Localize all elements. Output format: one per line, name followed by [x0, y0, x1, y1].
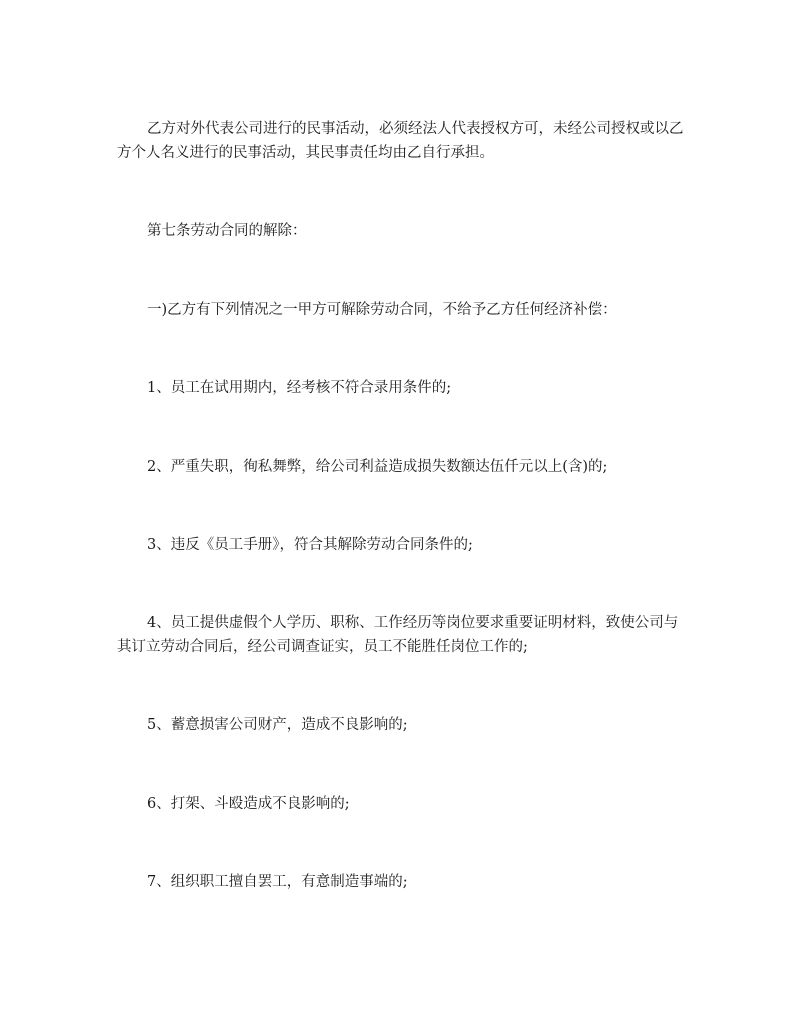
article-seven-heading: 第七条劳动合同的解除： — [147, 223, 307, 239]
list-item-7: 7、组织职工擅自罢工，有意制造事端的; — [147, 874, 408, 890]
list-item-2: 2、严重失职，徇私舞弊，给公司利益造成损失数额达伍仟元以上(含)的; — [147, 459, 608, 475]
list-item-3: 3、违反《员工手册》，符合其解除劳动合同条件的; — [147, 537, 473, 553]
list-item-1: 1、员工在试用期内，经考核不符合录用条件的; — [147, 380, 452, 396]
list-item-6: 6、打架、斗殴造成不良影响的; — [147, 796, 350, 812]
list-item-5: 5、蓄意损害公司财产，造成不良影响的; — [147, 717, 408, 733]
paragraph-authorization: 乙方对外代表公司进行的民事活动，必须经法人代表授权方可，未经公司授权或以乙方个人名义进行的民事活动，其民事责任均由乙自行承担。 — [117, 121, 684, 161]
list-item-4: 4、员工提供虚假个人学历、职称、工作经历等岗位要求重要证明材料，致使公司与其订立劳动合同后，经公司调查证实，员工不能胜任岗位工作的; — [117, 615, 679, 655]
paragraph-termination-conditions: 一)乙方有下列情况之一甲方可解除劳动合同，不给予乙方任何经济补偿： — [147, 302, 617, 318]
